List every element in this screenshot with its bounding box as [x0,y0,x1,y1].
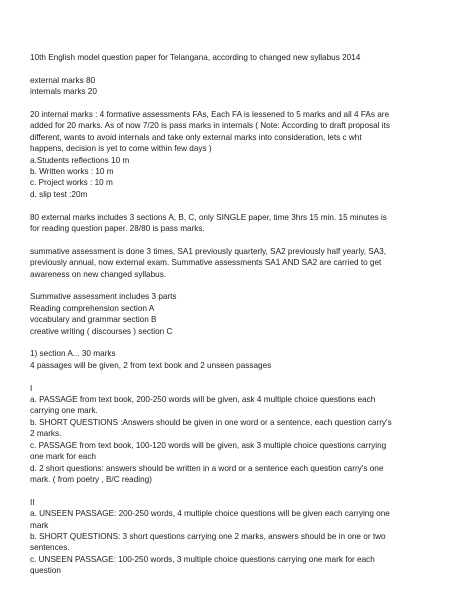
paragraph-line: added for 20 marks. As of now 7/20 is pass marks in internals ( Note: According to draft proposal its [30,121,390,131]
part-line: a. PASSAGE from text book, 200-250 words will be given, ask 4 multiple choice questions each [30,395,376,405]
list-item: a.Students reflections 10 m [30,155,130,165]
summative-paragraph [30,246,444,280]
paragraph-line: 80 external marks includes 3 sections A, B, C, only SINGLE paper, time 3hrs 15 min. 15 minutes is [30,212,387,222]
part-line: question [30,566,61,576]
section-text: 4 passages will be given, 2 from text book and 2 unseen passages [30,360,272,370]
part-line: d. 2 short questions: answers should be written in a word or a sentence each question carry's one [30,463,384,473]
part-line: b. SHORT QUESTIONS :Answers should be given in one word or a sentence, each question carry's [30,417,392,427]
paragraph-line: 20 internal marks : 4 formative assessments FAs, Each FA is lessened to 5 marks and all 4 FAs are [30,110,390,119]
part-line: a. UNSEEN PASSAGE: 200-250 words, 4 multiple choice questions will be given each carrying one [30,509,390,519]
list-item: c. Project works : 10 m [30,178,113,188]
part-line: b. SHORT QUESTIONS: 3 short questions carrying one 2 marks, answers should be in one or two [30,531,386,541]
list-item: d. slip test :20m [30,189,88,199]
external-marks: external marks 80 [30,75,96,85]
part-line: sentences. [30,543,70,553]
paragraph-line: summative assessment is done 3 times, SA1 previously quarterly, SA2 previously half yearly, SA3, [30,246,387,256]
part-one [30,383,444,486]
paragraph-line: different, wants to avoid internals and take only external marks into consideration, lets c wht [30,132,362,142]
part-heading: II [30,497,35,507]
internal-items-list [30,155,444,201]
internal-marks-paragraph [30,109,444,155]
paragraph-line: for reading question paper. 28/80 is pass marks. [30,224,205,234]
paragraph-line: previously annual, now external exam. Summative assessments SA1 AND SA2 are carried to get [30,258,382,268]
part-two [30,497,444,577]
document-title: 10th English model question paper for Telangana, according to changed new syllabus 2014 [30,53,361,62]
internal-marks: internals marks 20 [30,87,97,97]
part-line: c. UNSEEN PASSAGE: 100-250 words, 3 multiple choice questions carrying one mark for each [30,554,375,564]
external-marks-paragraph [30,212,444,235]
section-heading: 1) section A... 30 marks [30,349,116,359]
part-line: c. PASSAGE from text book, 100-120 words will be given, ask 3 multiple choice questions carrying [30,440,387,450]
part-heading: I [30,383,33,393]
paragraph-line: happens, decision is yet to come within few days ) [30,144,212,154]
list-item: Reading comprehension section A [30,303,155,313]
part-line: one mark for each [30,452,96,462]
paragraph-line: awareness on new changed syllabus. [30,269,167,279]
part-line: 2 marks. [30,429,62,439]
list-item: creative writing ( discourses ) section C [30,326,173,336]
part-line: mark. ( from poetry , B/C reading) [30,474,152,484]
part-line: mark [30,520,49,530]
list-item: Summative assessment includes 3 parts [30,292,177,302]
list-item: vocabulary and grammar section B [30,315,157,325]
section-a [30,348,444,371]
part-line: carrying one mark. [30,406,98,416]
list-item: b. Written works : 10 m [30,167,114,177]
parts-list [30,291,444,337]
